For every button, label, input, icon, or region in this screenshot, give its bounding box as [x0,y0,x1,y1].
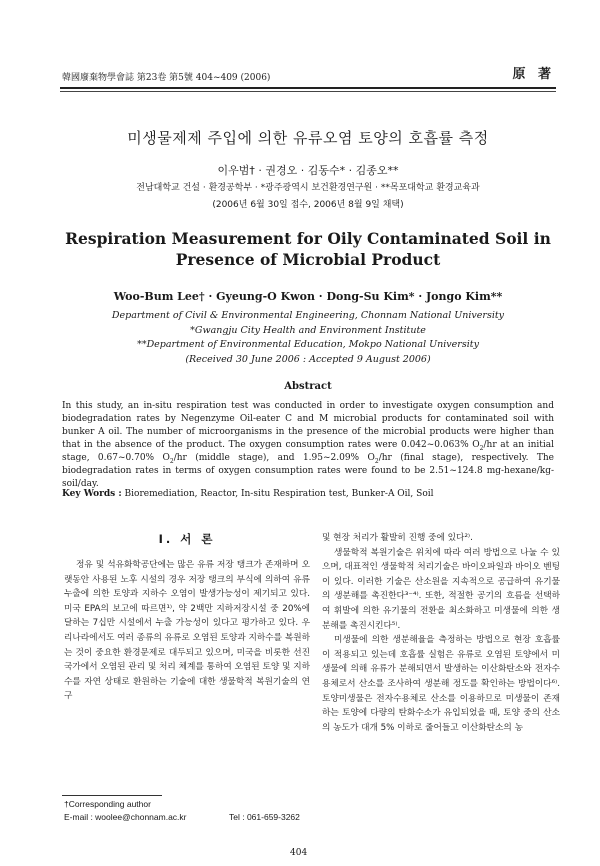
paragraph: 및 현장 처리가 활발히 진행 중에 있다²⁾. [322,533,473,543]
abstract-body [62,400,554,491]
english-dates: (Received 30 June 2006 : Accepted 9 August 2006) [185,354,431,365]
english-title-line-1: Respiration Measurement for Oily Contaminated Soil in [65,229,551,248]
header-rule-thick [60,87,556,89]
footnote-corresponding: †Corresponding author [64,799,151,809]
paragraph: 생물학적 복원기술은 위치에 따라 여러 방법으로 나눌 수 있으며, 대표적인 생물학적 처리기술은 바이오파일과 바이오 벤팅이 있다. 이러한 기술은 산소원을 지속적으로 공급하여 유기물의 생분해를 촉진한다³⁻⁴⁾. 또한, 적절한 공기의 흐름을 선택하여 휘발에 의한 유기물의 전환을 최소화하고 미생물에 의한 생분해를 촉진시킨다⁵⁾. [322,547,560,631]
column-left [64,558,310,704]
english-affiliations [60,309,556,353]
header-rule-thin [60,91,556,92]
english-authors: Woo-Bum Lee† · Gyeung-O Kwon · Dong-Su Kim* · Jongo Kim** [113,290,503,303]
page-number: 404 [290,848,308,858]
abstract-text: In this study, an in-situ respiration test was conducted in order to investigate oxygen consumption and biodegradation rates by Negenzyme Oil-eater C and M microbial products for contaminated soil with bunker A oil. The number of microorganisms in the presence of the microbial products were higher than that in the absence of the product. The oxygen consumption rates were 0.042~0.063% $O_2/hr$ at an initial stage, 0.67~0.70% $O_2/hr$ (middle stage), and 1.95~2.09% $O_2/hr$ (final stage), respectively. The biodegradation rates in terms of oxygen consumption rates were found to be 2.51~124.8 mg-hexane/kg-soil/day. [62,401,554,489]
english-title-line-2: Presence of Microbial Product [175,250,441,269]
keywords-label: Key Words : [62,489,122,499]
abstract-heading: Abstract [284,381,332,392]
english-title [60,228,556,270]
journal-citation: 韓國廢棄物學會誌 第23卷 第5號 404~409 (2006) [62,73,271,83]
paragraph: 정유 및 석유화학공단에는 많은 유류 저장 탱크가 존재하며 오랫동안 사용된 노후 시설의 경우 저장 탱크의 부식에 의하여 유류 누출에 의한 토양과 지하수 오염이 발생가능성이 제기되고 있다. 미국 EPA의 보고에 따르면¹⁾, 약 2백만 지하저장시설 중 20%에 달하는 7십만 시설에서 누출 가능성이 있다고 평가하고 있다. 우리나라에서도 여러 종류의 유류로 오염된 토양과 지하수를 복원하는 것이 중요한 환경문제로 대두되고 있으며, 미국을 비롯한 선진 국가에서 오염된 관리 및 처리 체계를 통하여 오염된 토양 및 지하수를 자연 상태로 환원하는 기술에 대한 생물학적 복원기술의 연구 [64,560,310,702]
korean-authors: 이우범† · 권경오 · 김동수* · 김종오** [217,164,399,177]
footnote-rule [62,795,162,796]
section-heading-introduction: I. 서 론 [158,532,216,546]
paragraph: 미생물에 의한 생분해율을 측정하는 방법으로 현장 호흡률이 적용되고 있는데 호흡률 실험은 유류로 오염된 토양에서 미생물에 의해 유류가 분해되면서 발생하는 이산화탄소와 전자수용체로서 산소를 조사하여 생분해 정도를 확인하는 방법이다⁶⁾. 토양미생물은 전자수용체로 산소를 이용하므로 미생물이 존재하는 토양에 다량의 탄화수소가 유입되었을 때, 토양 중의 산소의 농도가 대개 5% 이하로 줄어들고 이산화탄소의 농 [322,635,560,733]
korean-affiliations: 전남대학교 건설 · 환경공학부 · *광주광역시 보건환경연구원 · **목포대학교 환경교육과 [136,183,480,193]
korean-dates: (2006년 6월 30일 접수, 2006년 8월 9일 채택) [212,200,404,210]
korean-title: 미생물제제 주입에 의한 유류오염 토양의 호흡률 측정 [127,129,489,147]
footnote-tel: Tel : 061-659-3262 [229,812,300,822]
affiliation-3: **Department of Environmental Education, Mokpo National University [137,339,479,350]
column-right [322,531,560,735]
affiliation-1: Department of Civil & Environmental Engineering, Chonnam National University [111,310,505,321]
affiliation-2: *Gwangju City Health and Environment Institute [190,324,426,336]
article-type-tag: 原 著 [512,67,555,82]
keywords [62,489,554,499]
footnote-email: E-mail : woolee@chonnam.ac.kr [64,812,187,822]
keywords-text: Bioremediation, Reactor, In-situ Respiration test, Bunker-A Oil, Soil [124,489,434,499]
